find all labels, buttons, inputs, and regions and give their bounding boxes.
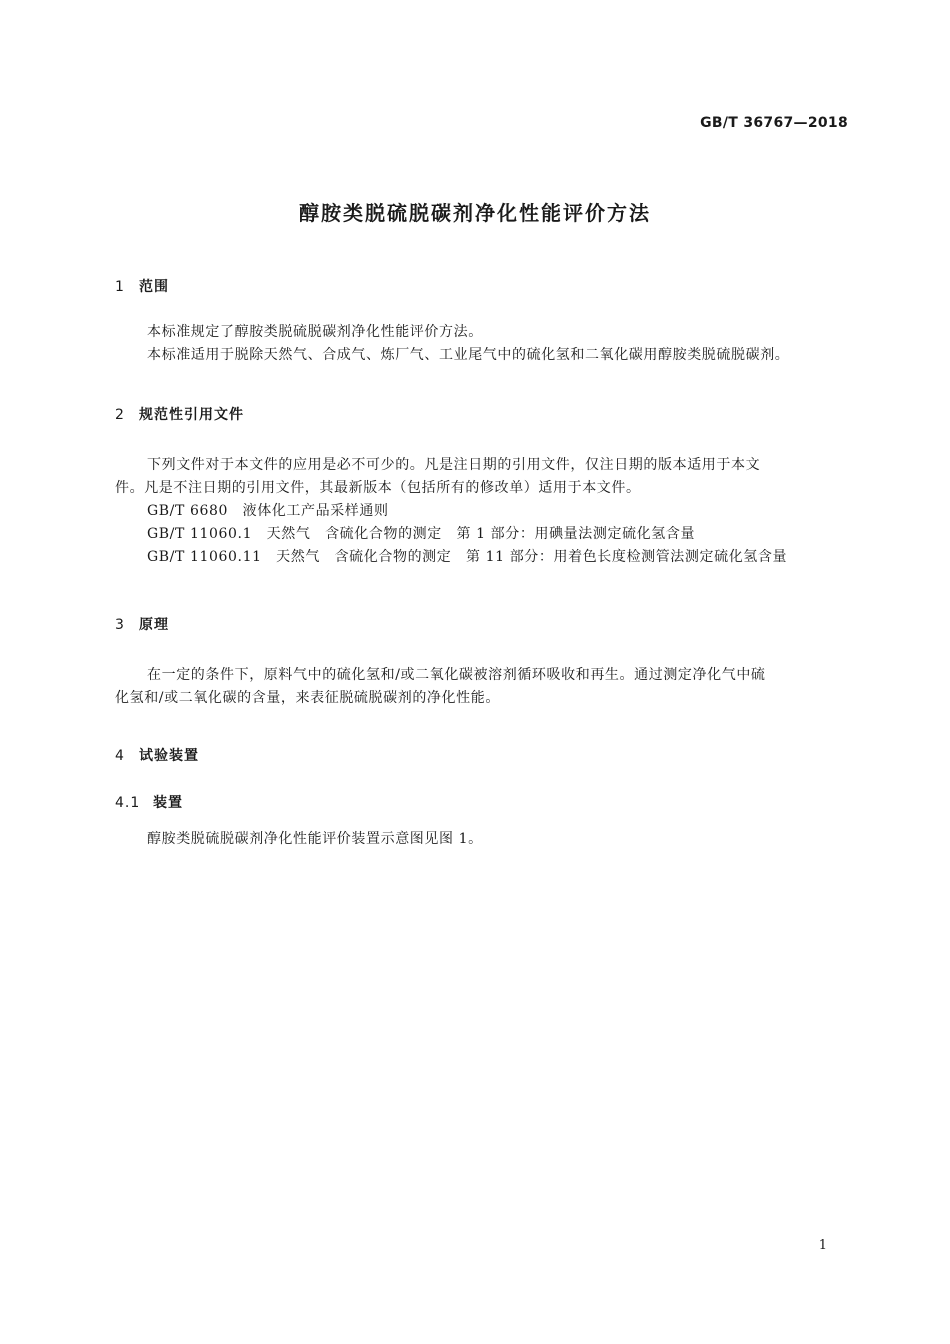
section-3-body — [115, 664, 850, 710]
paragraph-line: 化氢和/或二氧化碳的含量，来表征脱硫脱碳剂的净化性能。 — [115, 690, 500, 706]
section-number: 3 — [115, 617, 125, 633]
section-2-body — [115, 454, 850, 569]
paragraph-line: 下列文件对于本文件的应用是必不可少的。凡是注日期的引用文件，仅注日期的版本适用于本文 — [147, 457, 761, 473]
subsection-4-1-body — [115, 828, 850, 851]
section-title: 试验装置 — [139, 748, 199, 764]
document-title: 醇胺类脱硫脱碳剂净化性能评价方法 — [299, 201, 651, 225]
section-1-body — [115, 321, 850, 367]
reference-item: GB/T 11060.1 天然气 含硫化合物的测定 第 1 部分：用碘量法测定硫化氢含量 — [147, 526, 696, 542]
reference-item: GB/T 6680 液体化工产品采样通则 — [147, 503, 389, 519]
section-4-heading — [115, 745, 199, 765]
paragraph-line: 本标准适用于脱除天然气、合成气、炼厂气、工业尾气中的硫化氢和二氧化碳用醇胺类脱硫脱碳剂。 — [147, 347, 790, 363]
section-title: 装置 — [153, 795, 183, 811]
paragraph-line: 件。凡是不注日期的引用文件，其最新版本（包括所有的修改单）适用于本文件。 — [115, 480, 641, 496]
paragraph-line: 本标准规定了醇胺类脱硫脱碳剂净化性能评价方法。 — [147, 324, 483, 340]
subsection-4-1-heading — [115, 792, 183, 812]
paragraph-line: 醇胺类脱硫脱碳剂净化性能评价装置示意图见图 1。 — [147, 831, 483, 847]
section-title: 范围 — [139, 279, 169, 295]
section-number: 2 — [115, 407, 125, 423]
standard-number: GB/T 36767—2018 — [700, 115, 848, 131]
reference-item: GB/T 11060.11 天然气 含硫化合物的测定 第 11 部分：用着色长度检测管法测定硫化氢含量 — [147, 549, 788, 565]
page-number: 1 — [818, 1238, 827, 1253]
section-number: 4 — [115, 748, 125, 764]
section-title: 规范性引用文件 — [139, 407, 244, 423]
section-3-heading — [115, 614, 169, 634]
section-number: 1 — [115, 279, 125, 295]
section-2-heading — [115, 404, 244, 424]
section-1-heading — [115, 276, 169, 296]
paragraph-line: 在一定的条件下，原料气中的硫化氢和/或二氧化碳被溶剂循环吸收和再生。通过测定净化气中硫 — [147, 667, 766, 683]
section-title: 原理 — [139, 617, 169, 633]
section-number: 4.1 — [115, 795, 141, 811]
